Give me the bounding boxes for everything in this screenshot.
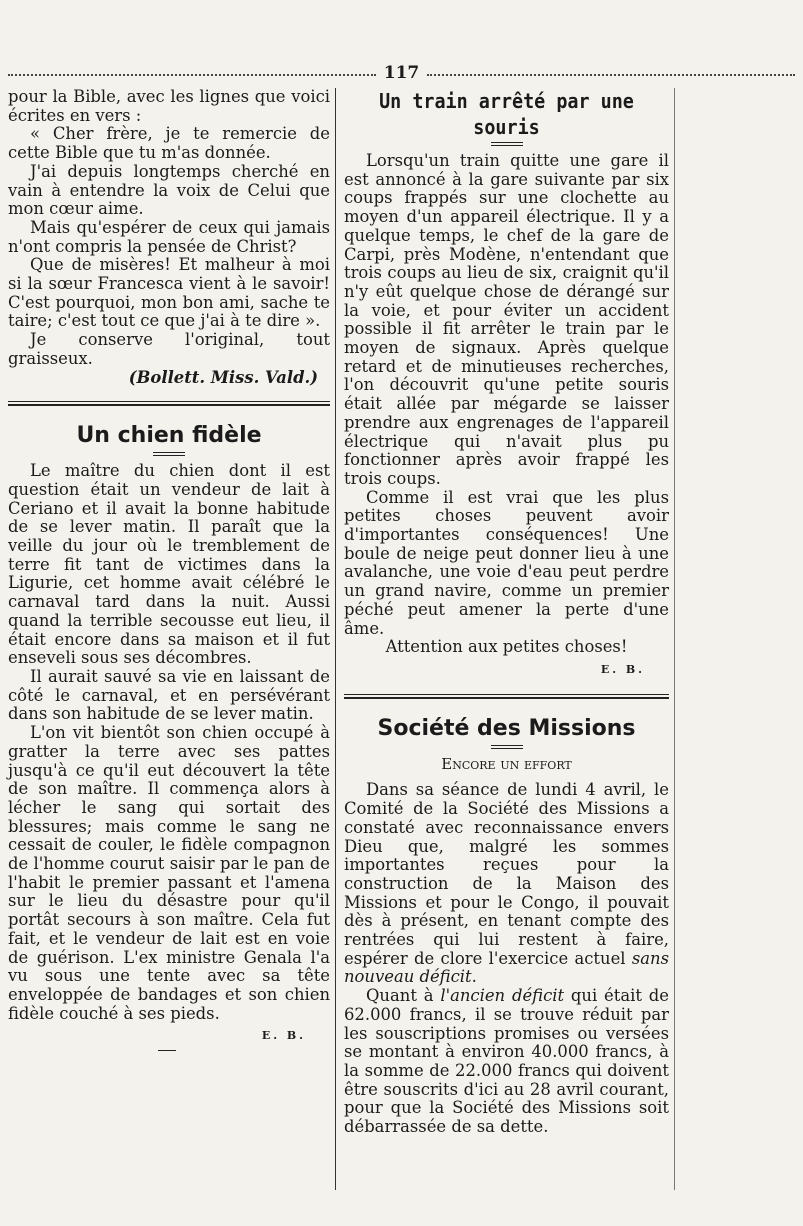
paragraph: Il aurait sauvé sa vie en laissant de côté le carnaval, et en persévérant dans son habitude de se lever matin. [8,666,330,724]
title-dash [153,452,185,456]
paragraph: Comme il est vrai que les plus petites choses peuvent avoir d'importantes conséquences! Une boule de neige peut donner lieu à une avalanche, une voie d'eau peut perdre un grand navire, comme un premier péché peut amener la perte d'une âme. [344,487,669,638]
page-header [8,62,795,84]
emphasis: l'ancien déficit [440,986,565,1006]
paragraph: Que de misères! Et malheur à moi si la sœur Francesca vient à le savoir! C'est pourquoi, mon bon ami, sache te taire; c'est tout ce que j'ai à te dire ». [8,255,330,331]
closing-line: Attention aux petites choses! [385,637,628,657]
header-rule-right [427,74,795,76]
author-initials: E. B. [261,1029,306,1043]
title-dash [491,745,523,749]
paragraph: « Cher frère, je te remercie de cette Bible que tu m'as donnée. [8,124,330,163]
column-divider [335,88,336,1190]
paragraph: Quant à l'ancien déficit qui était de 62.000 francs, il se trouve réduit par les souscriptions promises ou versées se montant à environ 40.000 francs, à la somme de 22.000 francs qui doivent être souscrits d'ici au 28 avril courant, pour que la Société des Missions soit débarrassée de sa dette. [344,986,669,1137]
paragraph: Mais qu'espérer de ceux qui jamais n'ont compris la pensée de Christ? [8,217,330,256]
right-column-edge [674,88,675,1190]
section-separator [8,401,330,406]
article-title: Un train arrêté par une souris [379,89,634,139]
article-subtitle: Encore un effort [441,754,572,773]
emphasis: sans nouveau déficit [344,948,669,987]
section-separator [344,694,669,699]
title-dash [491,142,523,146]
article-title: Société des Missions [377,715,636,741]
paragraph: Dans sa séance de lundi 4 avril, le Comité de la Société des Missions a constaté avec reconnaissance envers Dieu que, malgré les sommes importantes reçues pour la construction de la Maison des Missions et pour le Congo, il pouvait dès à présent, en tenant compte des rentrées qui lui restent à faire, espérer de clore l'exercice actuel sans nouveau déficit. [344,780,669,987]
article-title: Un chien fidèle [76,423,262,449]
source-signature: (Bollett. Miss. Vald.) [128,367,318,387]
author-initials: E. B. [600,662,645,676]
paragraph: pour la Bible, avec les lignes que voici écrites en vers : [8,87,330,125]
right-column [344,88,669,1137]
page-number: 117 [383,63,420,83]
paragraph: Lorsqu'un train quitte une gare il est annoncé à la gare suivante par six coups frappés sur une clochette au moyen d'un appareil électrique. Il y a quelque temps, le chef de la gare de Carpi, près Modène, n'entendant que trois coups au lieu de six, craignit qu'il n'y eût quelque chose de dérangé sur la voie, et pour éviter un accident possible il fit arrêter le train par le moyen de signaux. Après quelque retard et de minutieuses recherches, l'on découvrit qu'une petite souris était allée par mégarde se laisser prendre aux engrenages de l'appareil électrique qui n'avait plus pu fonctionner après avoir frappé les trois coups. [344,151,669,488]
header-rule-left [8,74,376,76]
end-dash [158,1050,176,1051]
paragraph: J'ai depuis longtemps cherché en vain à entendre la voix de Celui que mon cœur aime. [8,161,330,219]
left-column [8,88,330,1051]
paragraph: L'on vit bientôt son chien occupé à gratter la terre avec ses pattes jusqu'à ce qu'il eut découvert la tête de son maître. Il commença alors à lécher le sang qui sortait des blessures; mais comme le sang ne cessait de couler, le fidèle compagnon de l'homme courut saisir par le pan de l'habit le premier passant et l'amena sur le lieu du désastre pour qu'il portât secours à son maître. Cela fut fait, et le vendeur de lait est en voie de guérison. L'ex ministre Genala l'a vu sous une tente avec sa tête enveloppée de bandages et son chien fidèle couché à ses pieds. [8,723,330,1023]
paragraph: Le maître du chien dont il est question était un vendeur de lait à Ceriano et il avait la bonne habitude de se lever matin. Il paraît que la veille du jour où le tremblement de terre fit tant de victimes dans la Ligurie, cet homme avait célébré le carnaval tard dans la nuit. Aussi quand la terrible secousse eut lieu, il était encore dans sa maison et il fut enseveli sous ses décombres. [8,461,330,668]
paragraph: Je conserve l'original, tout graisseux. [8,330,330,368]
